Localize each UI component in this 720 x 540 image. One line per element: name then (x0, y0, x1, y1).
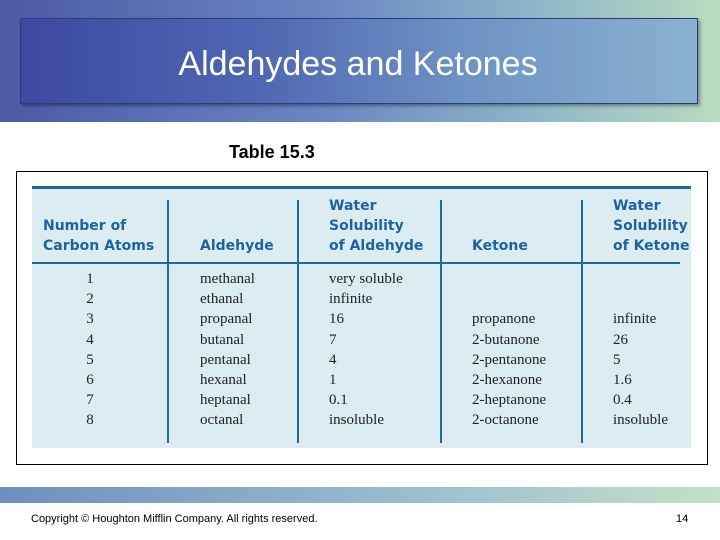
table-top-rule (32, 186, 691, 189)
cell-aldehyde: octanal (200, 412, 244, 429)
cell-ketone: propanone (472, 311, 536, 328)
cell-aldehyde-solubility: 1 (329, 372, 337, 388)
cell-ketone: 2-heptanone (472, 392, 547, 409)
header-line: Aldehyde (200, 238, 274, 254)
cell-carbon-atoms: 2 (86, 291, 94, 308)
header-ketone (472, 236, 528, 256)
cell-carbon-atoms: 6 (86, 372, 94, 388)
copyright-notice: Copyright © Houghton Mifflin Company. All rights reserved. (31, 513, 318, 525)
header-line: Water (613, 198, 661, 214)
cell-ketone-solubility: infinite (613, 311, 657, 328)
cell-aldehyde-solubility: insoluble (329, 412, 384, 429)
cell-aldehyde: propanal (200, 311, 253, 328)
cell-aldehyde-solubility: 16 (329, 311, 344, 328)
column-divider (440, 200, 442, 443)
cell-ketone-solubility: 26 (613, 331, 628, 348)
cell-ketone-solubility: insoluble (613, 412, 668, 429)
header-line: Solubility (329, 218, 404, 234)
header-aldehyde (200, 236, 274, 256)
cell-aldehyde-solubility: infinite (329, 291, 373, 308)
cell-ketone-solubility: 0.4 (613, 392, 632, 409)
table-caption: Table 15.3 (229, 142, 315, 162)
cell-carbon-atoms: 1 (86, 271, 94, 287)
cell-aldehyde: ethanal (200, 291, 244, 308)
footer-band (0, 487, 720, 503)
cell-aldehyde: hexanal (200, 372, 247, 388)
cell-aldehyde: butanal (200, 331, 245, 348)
cell-aldehyde: methanal (200, 271, 255, 287)
cell-carbon-atoms: 5 (86, 351, 94, 368)
header-aldehyde-solubility (329, 196, 423, 256)
cell-ketone-solubility: 1.6 (613, 372, 632, 388)
header-line: Solubility (613, 218, 688, 234)
column-divider (167, 200, 169, 443)
header-line: Ketone (472, 238, 528, 254)
cell-aldehyde-solubility: very soluble (329, 271, 403, 287)
cell-aldehyde: pentanal (200, 351, 251, 368)
cell-aldehyde-solubility: 4 (329, 351, 337, 368)
cell-carbon-atoms: 3 (86, 311, 94, 328)
cell-ketone-solubility: 5 (613, 351, 621, 368)
header-ketone-solubility (613, 196, 689, 256)
cell-ketone: 2-pentanone (472, 351, 547, 368)
header-line: of Aldehyde (329, 238, 424, 254)
header-carbon-atoms (43, 216, 154, 256)
column-divider (297, 200, 299, 443)
cell-ketone: 2-butanone (472, 331, 540, 348)
header-line: of Ketone (613, 238, 690, 254)
cell-carbon-atoms: 4 (86, 331, 94, 348)
header-line: Carbon Atoms (43, 238, 155, 254)
cell-ketone: 2-hexanone (472, 372, 542, 388)
title-banner (0, 0, 720, 122)
cell-aldehyde: heptanal (200, 392, 251, 409)
cell-aldehyde-solubility: 7 (329, 331, 337, 348)
cell-ketone: 2-octanone (472, 412, 539, 429)
cell-carbon-atoms: 8 (86, 412, 94, 429)
header-line: Number of (43, 218, 127, 234)
header-line: Water (329, 198, 377, 214)
page-number: 14 (676, 513, 689, 525)
column-divider (581, 200, 583, 443)
cell-carbon-atoms: 7 (86, 392, 94, 409)
cell-aldehyde-solubility: 0.1 (329, 392, 348, 409)
slide-title: Aldehydes and Ketones (178, 45, 538, 83)
